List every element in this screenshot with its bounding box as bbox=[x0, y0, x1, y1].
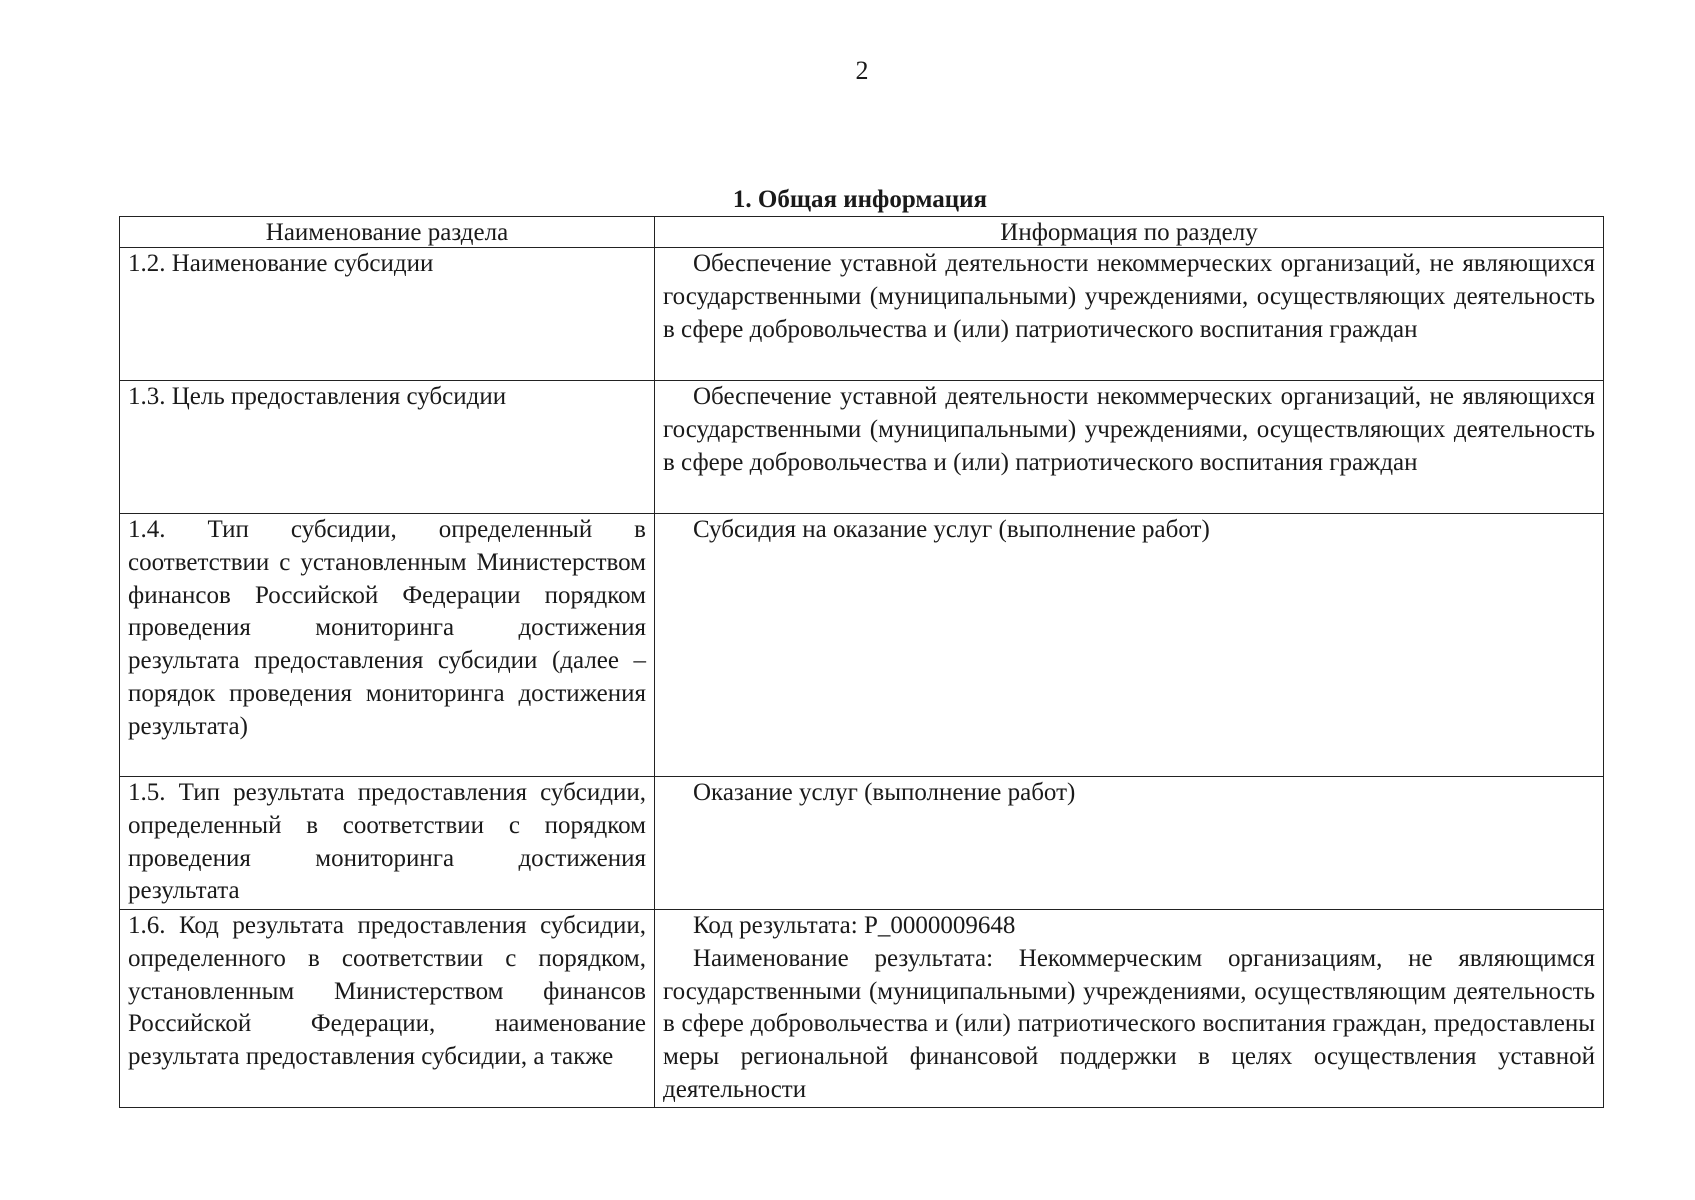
row-info-cell bbox=[655, 514, 1604, 777]
result-name-paragraph: Наименование результата: Некоммерческим организациям, не являющимся государственными (муниципальными) учреждениями, осуществляющим деятельность в сфере добровольчества и (или) патриотического воспитания граждан, предоставлены меры региональной финансовой поддержки в целях осуществления уставной деятельности bbox=[663, 944, 1595, 1103]
section-title: 1. Общая информация bbox=[732, 186, 988, 213]
info-paragraph: Оказание услуг (выполнение работ) bbox=[693, 779, 1076, 806]
row-name-cell: 1.4. Тип субсидии, определенный в соответствии с установленным Министерством финансов Российской Федерации порядком проведения мониторинга достижения результата предоставления субсидии (далее – порядок проведения мониторинга достижения результата) bbox=[120, 514, 655, 777]
page-number: 2 bbox=[855, 56, 869, 85]
general-info-table bbox=[119, 216, 1604, 1108]
table-row bbox=[120, 514, 1604, 777]
table-header-row bbox=[120, 217, 1604, 248]
result-code-paragraph: Код результата: P_0000009648 bbox=[693, 912, 1016, 939]
row-info-cell bbox=[655, 777, 1604, 910]
row-name-cell: 1.5. Тип результата предоставления субсидии, определенный в соответствии с порядком проведения мониторинга достижения результата bbox=[120, 777, 655, 910]
header-section-info: Информация по разделу bbox=[655, 217, 1604, 248]
row-info-cell bbox=[655, 910, 1604, 1108]
header-section-name: Наименование раздела bbox=[120, 217, 655, 248]
info-paragraph: Обеспечение уставной деятельности некоммерческих организаций, не являющихся государственными (муниципальными) учреждениями, осуществляющих деятельность в сфере добровольчества и (или) патриотического воспитания граждан bbox=[663, 250, 1595, 343]
info-paragraph: Обеспечение уставной деятельности некоммерческих организаций, не являющихся государственными (муниципальными) учреждениями, осуществляющих деятельность в сфере добровольчества и (или) патриотического воспитания граждан bbox=[663, 383, 1595, 476]
row-name-cell: 1.2. Наименование субсидии bbox=[120, 248, 655, 381]
table-row bbox=[120, 777, 1604, 910]
table-row bbox=[120, 381, 1604, 514]
row-name-cell: 1.3. Цель предоставления субсидии bbox=[120, 381, 655, 514]
table-row bbox=[120, 248, 1604, 381]
table-row bbox=[120, 910, 1604, 1108]
row-name-cell: 1.6. Код результата предоставления субсидии, определенного в соответствии с порядком, установленным Министерством финансов Российской Федерации, наименование результата предоставления субсидии, а также bbox=[120, 910, 655, 1108]
row-info-cell bbox=[655, 381, 1604, 514]
info-paragraph: Субсидия на оказание услуг (выполнение работ) bbox=[693, 516, 1210, 543]
row-info-cell bbox=[655, 248, 1604, 381]
